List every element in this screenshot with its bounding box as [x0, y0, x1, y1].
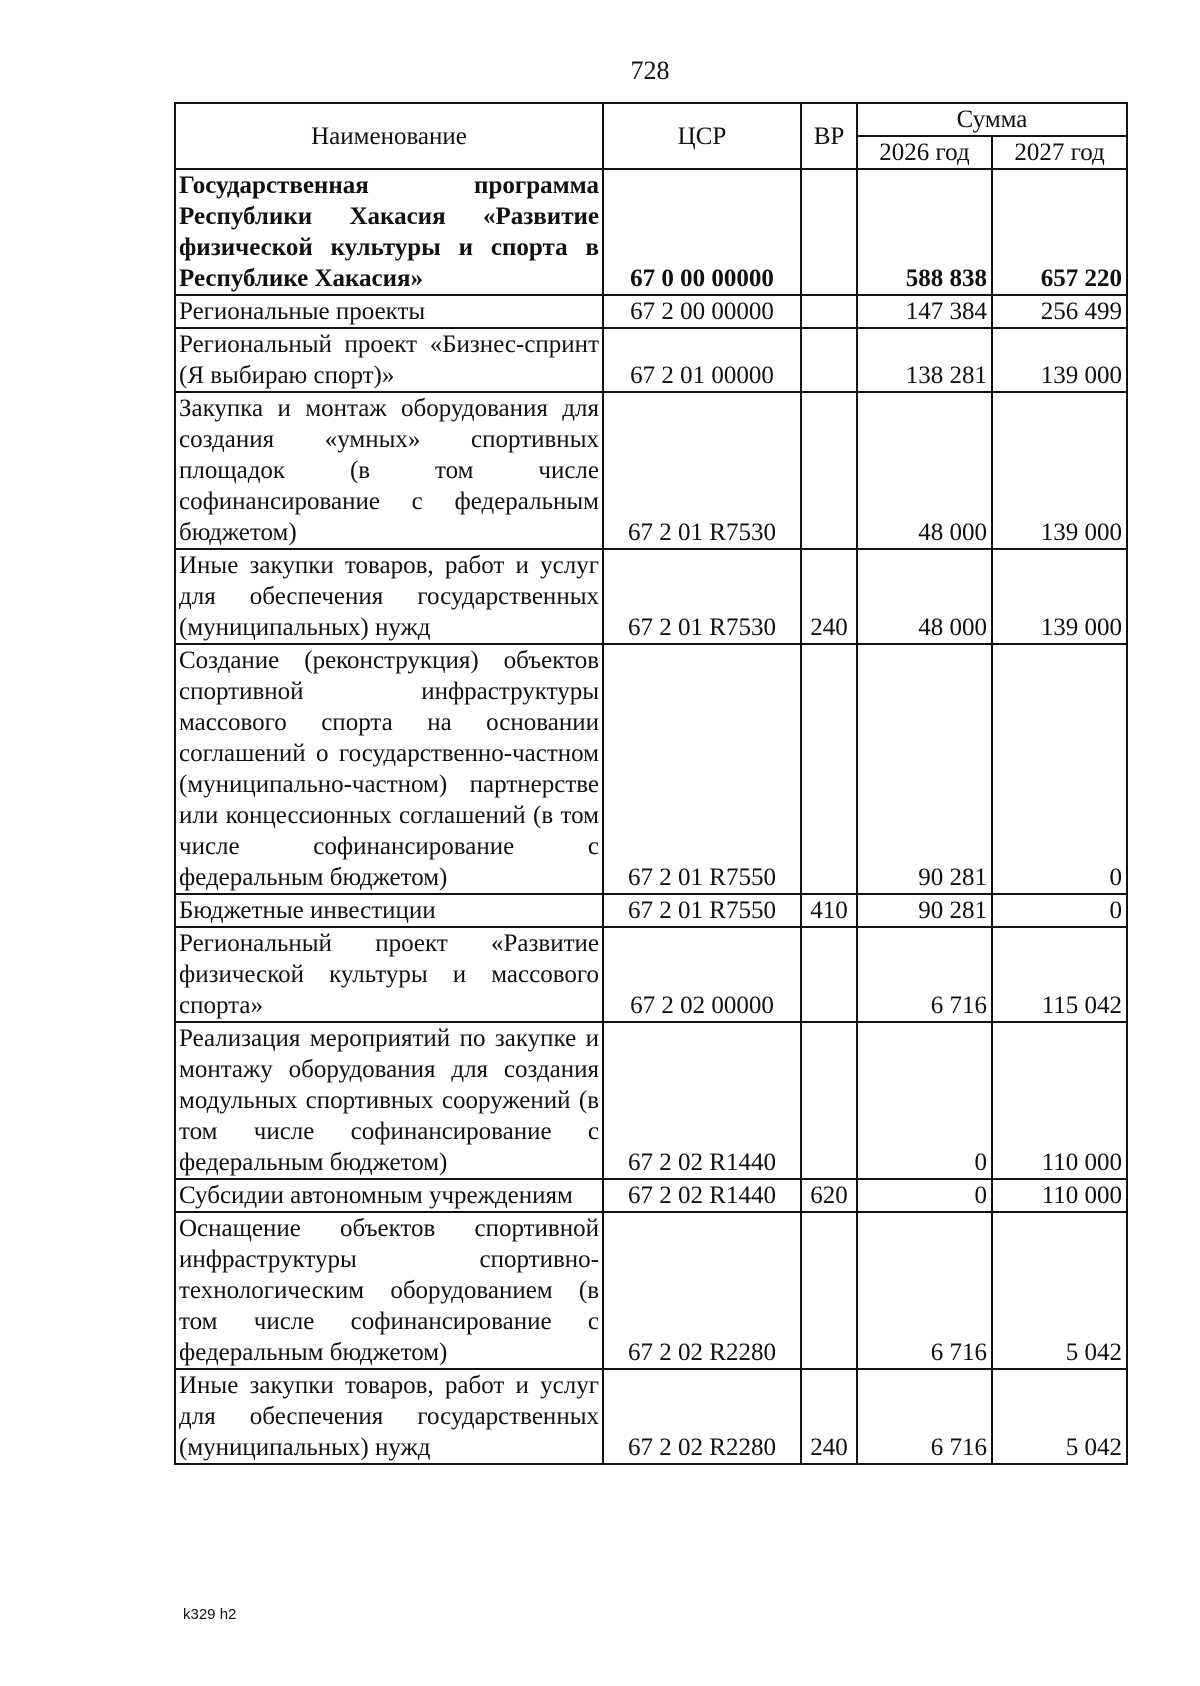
table-row [175, 392, 1127, 549]
table-row [175, 169, 1127, 295]
row-amount-2027: 139 000 [992, 549, 1127, 644]
row-vr [801, 644, 857, 894]
row-amount-2026: 90 281 [857, 894, 992, 927]
row-amount-2026: 90 281 [857, 644, 992, 894]
row-amount-2027: 5 042 [992, 1212, 1127, 1369]
header-year-2026: 2026 год [857, 136, 992, 169]
row-code: 67 2 02 00000 [603, 927, 801, 1022]
row-vr [801, 295, 857, 328]
table-row [175, 1179, 1127, 1212]
row-amount-2026: 147 384 [857, 295, 992, 328]
header-vr: ВР [801, 103, 857, 169]
row-vr: 240 [801, 549, 857, 644]
table-row [175, 549, 1127, 644]
table-row [175, 1369, 1127, 1464]
table-row [175, 1022, 1127, 1179]
table-body [175, 169, 1127, 1464]
row-amount-2026: 6 716 [857, 1369, 992, 1464]
row-name: Субсидии автономным учреждениям [175, 1179, 603, 1212]
row-amount-2026: 588 838 [857, 169, 992, 295]
header-name: Наименование [175, 103, 603, 169]
row-amount-2026: 0 [857, 1179, 992, 1212]
row-name: Создание (реконструкция) объектов спортивной инфраструктуры массового спорта на основании соглашений о государственно-частном (муниципально-частном) партнерстве или концессионных соглашений (в том числе софинансирование с федеральным бюджетом) [175, 644, 603, 894]
row-code: 67 2 00 00000 [603, 295, 801, 328]
row-name: Иные закупки товаров, работ и услуг для обеспечения государственных (муниципальных) нужд [175, 1369, 603, 1464]
table-row [175, 644, 1127, 894]
row-code: 67 2 01 00000 [603, 328, 801, 392]
row-amount-2027: 110 000 [992, 1022, 1127, 1179]
table-row [175, 295, 1127, 328]
table-row [175, 328, 1127, 392]
row-vr [801, 1022, 857, 1179]
row-name: Оснащение объектов спортивной инфраструктуры спортивно-технологическим оборудованием (в том числе софинансирование с федеральным бюджетом) [175, 1212, 603, 1369]
row-name: Закупка и монтаж оборудования для создания «умных» спортивных площадок (в том числе софинансирование с федеральным бюджетом) [175, 392, 603, 549]
row-vr: 620 [801, 1179, 857, 1212]
row-vr [801, 927, 857, 1022]
row-amount-2026: 48 000 [857, 392, 992, 549]
row-name: Региональные проекты [175, 295, 603, 328]
row-code: 67 2 02 R1440 [603, 1022, 801, 1179]
row-amount-2026: 6 716 [857, 1212, 992, 1369]
row-vr [801, 328, 857, 392]
row-code: 67 2 01 R7530 [603, 392, 801, 549]
row-amount-2027: 139 000 [992, 392, 1127, 549]
row-amount-2027: 0 [992, 644, 1127, 894]
row-vr [801, 169, 857, 295]
row-vr: 410 [801, 894, 857, 927]
row-code: 67 2 01 R7530 [603, 549, 801, 644]
row-vr: 240 [801, 1369, 857, 1464]
row-amount-2027: 139 000 [992, 328, 1127, 392]
row-name: Бюджетные инвестиции [175, 894, 603, 927]
row-code: 67 0 00 00000 [603, 169, 801, 295]
budget-table [174, 102, 1128, 1465]
row-amount-2026: 138 281 [857, 328, 992, 392]
row-name: Государственная программа Республики Хакасия «Развитие физической культуры и спорта в Республике Хакасия» [175, 169, 603, 295]
row-amount-2027: 657 220 [992, 169, 1127, 295]
footer-code: k329 h2 [183, 1606, 237, 1623]
row-code: 67 2 02 R2280 [603, 1369, 801, 1464]
row-amount-2027: 5 042 [992, 1369, 1127, 1464]
row-vr [801, 392, 857, 549]
header-year-2027: 2027 год [992, 136, 1127, 169]
row-vr [801, 1212, 857, 1369]
row-code: 67 2 02 R1440 [603, 1179, 801, 1212]
row-code: 67 2 01 R7550 [603, 894, 801, 927]
row-code: 67 2 01 R7550 [603, 644, 801, 894]
page-number: 728 [630, 56, 670, 85]
row-name: Региональный проект «Развитие физической культуры и массового спорта» [175, 927, 603, 1022]
row-amount-2027: 256 499 [992, 295, 1127, 328]
row-amount-2027: 0 [992, 894, 1127, 927]
table-row [175, 927, 1127, 1022]
table-row [175, 1212, 1127, 1369]
row-amount-2026: 0 [857, 1022, 992, 1179]
row-name: Реализация мероприятий по закупке и монтажу оборудования для создания модульных спортивных сооружений (в том числе софинансирование с федеральным бюджетом) [175, 1022, 603, 1179]
row-amount-2027: 115 042 [992, 927, 1127, 1022]
row-name: Иные закупки товаров, работ и услуг для обеспечения государственных (муниципальных) нужд [175, 549, 603, 644]
row-name: Региональный проект «Бизнес-спринт (Я выбираю спорт)» [175, 328, 603, 392]
table-row [175, 894, 1127, 927]
row-code: 67 2 02 R2280 [603, 1212, 801, 1369]
header-sum: Сумма [857, 103, 1127, 136]
header-code: ЦСР [603, 103, 801, 169]
row-amount-2026: 48 000 [857, 549, 992, 644]
row-amount-2027: 110 000 [992, 1179, 1127, 1212]
row-amount-2026: 6 716 [857, 927, 992, 1022]
